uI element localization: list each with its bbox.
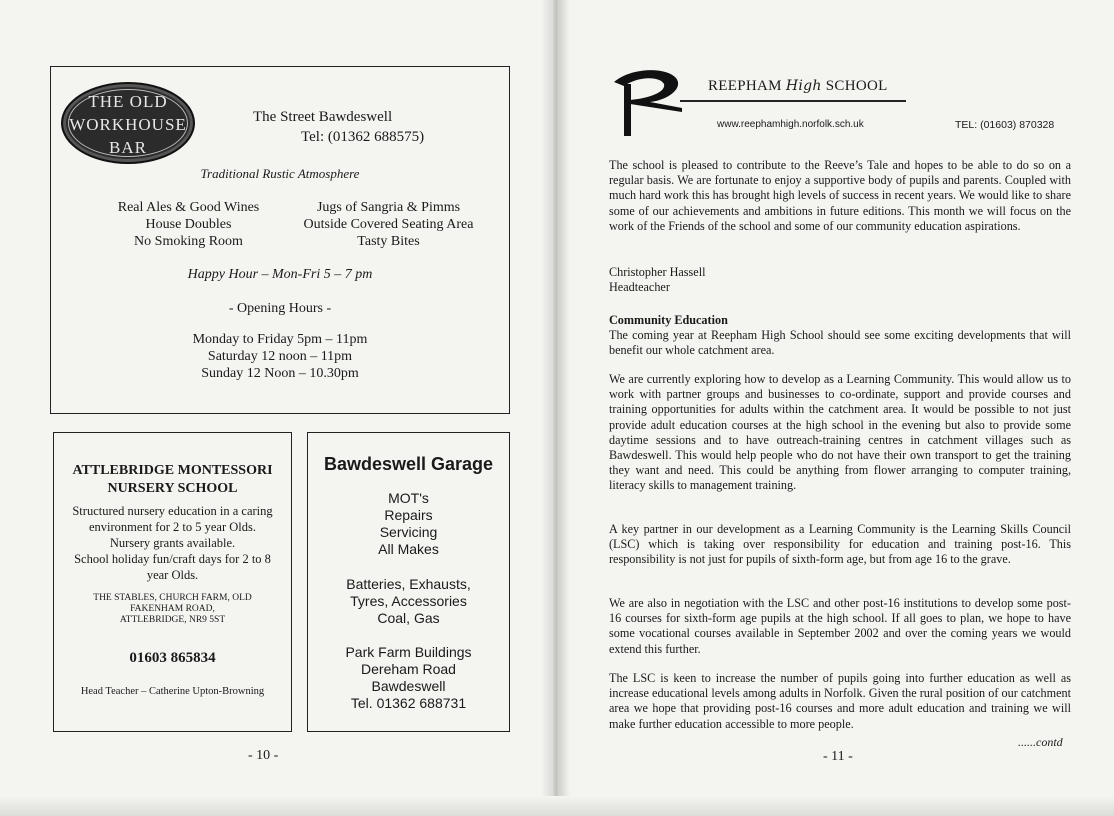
name-line: ATTLEBRIDGE MONTESSORI bbox=[72, 463, 273, 478]
service-item: Repairs bbox=[384, 507, 433, 523]
school-name-part: SCHOOL bbox=[821, 78, 888, 94]
service-item: Servicing bbox=[379, 524, 438, 540]
service-item: All Makes bbox=[378, 541, 439, 557]
page-number-right: - 11 - bbox=[823, 749, 853, 764]
logo-text-line: WORKHOUSE bbox=[69, 115, 187, 134]
montessori-advert bbox=[53, 432, 292, 732]
happy-hour: Happy Hour – Mon-Fri 5 – 7 pm bbox=[187, 267, 373, 282]
workhouse-tel: Tel: (01362 688575) bbox=[301, 129, 425, 145]
opening-hours-heading: - Opening Hours - bbox=[228, 301, 332, 316]
workhouse-tagline bbox=[51, 166, 509, 182]
tagline-text: Traditional Rustic Atmosphere bbox=[200, 166, 360, 181]
description-line: Structured nursery education in a caring bbox=[72, 504, 273, 518]
school-name-high: High bbox=[785, 78, 822, 94]
header-rule bbox=[680, 100, 906, 102]
description-line: environment for 2 to 5 year Olds. bbox=[89, 520, 256, 534]
continued-marker: ......contd bbox=[1018, 735, 1063, 749]
workhouse-address: The Street Bawdeswell bbox=[253, 109, 393, 125]
address-line: FAKENHAM ROAD, bbox=[130, 604, 215, 614]
description-line: Nursery grants available. bbox=[109, 536, 236, 550]
body-paragraph: The LSC is keen to increase the number of pupils going into further education as well as increase educational levels among adults in Norfolk. Given the rural position of our catchment area we hope that providing post-16 courses and more adult education and training we will make further education accessible to more people. bbox=[609, 671, 1071, 731]
book-gutter bbox=[540, 0, 570, 816]
page-bottom-edge bbox=[0, 796, 1114, 816]
logo-text-line: THE OLD bbox=[88, 92, 168, 111]
feature-item: Jugs of Sangria & Pimms bbox=[316, 200, 461, 215]
hours-line: Monday to Friday 5pm – 11pm bbox=[192, 332, 368, 347]
montessori-name bbox=[54, 462, 291, 498]
parts-item: Tyres, Accessories bbox=[350, 593, 467, 609]
montessori-phone: 01603 865834 bbox=[129, 650, 216, 666]
school-name bbox=[708, 78, 888, 95]
service-item: MOT's bbox=[388, 490, 429, 506]
garage-address bbox=[308, 644, 509, 712]
garage-advert bbox=[307, 432, 510, 732]
intro-paragraph: The school is pleased to contribute to the Reeve’s Tale and hopes to be able to do so on a regular basis. We are fortunate to enjoy a supportive body of pupils and parents. Coupled with much hard work this has brought high levels of success in recent years. We would like to share some of our achievements and ambitions in future editions. This month we will focus on the work of the Friends of the school and some of our community education aspirations. bbox=[609, 158, 1071, 233]
school-logo-icon bbox=[610, 60, 690, 140]
parts-item: Coal, Gas bbox=[377, 610, 440, 626]
garage-parts bbox=[308, 576, 509, 627]
body-paragraph: We are also in negotiation with the LSC and other post-16 institutions to develop some post-16 courses for sixth-form age pupils at the high school. If all goes to plan, we hope to have some vocational courses available in September 2002 and over the coming years we would extend this further. bbox=[609, 596, 1071, 656]
garage-services bbox=[308, 490, 509, 558]
address-line: Park Farm Buildings bbox=[345, 644, 472, 660]
school-name-part: REEPHAM bbox=[708, 78, 786, 94]
garage-title: Bawdeswell Garage bbox=[323, 454, 494, 474]
logo-text-line: BAR bbox=[109, 138, 147, 157]
hours-line: Saturday 12 noon – 11pm bbox=[207, 349, 353, 364]
school-tel: TEL: (01603) 870328 bbox=[955, 119, 1055, 131]
body-paragraph: A key partner in our development as a Learning Community is the Learning Skills Council (LSC) which is taking over responsibility for education and training post-16. This responsibility is not just for pupils of sixth-form age, but from age 16 to the grave. bbox=[609, 522, 1071, 567]
body-paragraph: We are currently exploring how to develop as a Learning Community. This would allow us to work with partner groups and businesses to co-ordinate, support and provide courses and training opportunities for adults within the catchment area. It would be possible to not just provide adult education courses at the high school in the evening but also to provide some daytime sessions and to have outreach-training centres in catchment villages such as Bawdeswell. This would help people who do not have their own transport to get the training they want and need. This could be anything from flower arranging to computer training, literacy skills to management training. bbox=[609, 372, 1071, 493]
address-line: Dereham Road bbox=[361, 661, 456, 677]
montessori-address bbox=[64, 593, 281, 626]
feature-item: Tasty Bites bbox=[357, 234, 420, 249]
school-url: www.reephamhigh.norfolk.sch.uk bbox=[717, 119, 864, 130]
signature-title: Headteacher bbox=[609, 280, 670, 295]
address-line: ATTLEBRIDGE, NR9 5ST bbox=[119, 615, 226, 625]
montessori-head-teacher: Head Teacher – Catherine Upton-Browning bbox=[80, 686, 265, 697]
description-line: year Olds. bbox=[146, 568, 199, 582]
montessori-description bbox=[60, 503, 285, 583]
workhouse-bar-advert bbox=[50, 66, 510, 414]
section-heading: Community Education bbox=[609, 313, 728, 327]
signature bbox=[609, 265, 1071, 295]
body-paragraph: The coming year at Reepham High School should see some exciting developments that will benefit our whole catchment area. bbox=[609, 328, 1071, 358]
feature-item: House Doubles bbox=[145, 217, 232, 232]
features-left bbox=[86, 199, 291, 250]
address-line: Bawdeswell bbox=[371, 678, 446, 694]
feature-item: No Smoking Room bbox=[134, 234, 243, 249]
feature-item: Real Ales & Good Wines bbox=[117, 200, 260, 215]
workhouse-logo bbox=[61, 82, 195, 164]
signature-name: Christopher Hassell bbox=[609, 265, 706, 279]
opening-hours-list bbox=[51, 331, 509, 382]
hours-line: Sunday 12 Noon – 10.30pm bbox=[201, 366, 359, 381]
address-line: Tel. 01362 688731 bbox=[350, 695, 467, 711]
features-right bbox=[276, 199, 501, 250]
feature-item: Outside Covered Seating Area bbox=[303, 217, 474, 232]
name-line: NURSERY SCHOOL bbox=[107, 481, 238, 496]
page-number-left: - 10 - bbox=[248, 748, 279, 763]
parts-item: Batteries, Exhausts, bbox=[346, 576, 471, 592]
description-line: School holiday fun/craft days for 2 to 8 bbox=[74, 552, 271, 566]
address-line: THE STABLES, CHURCH FARM, OLD bbox=[93, 593, 252, 603]
